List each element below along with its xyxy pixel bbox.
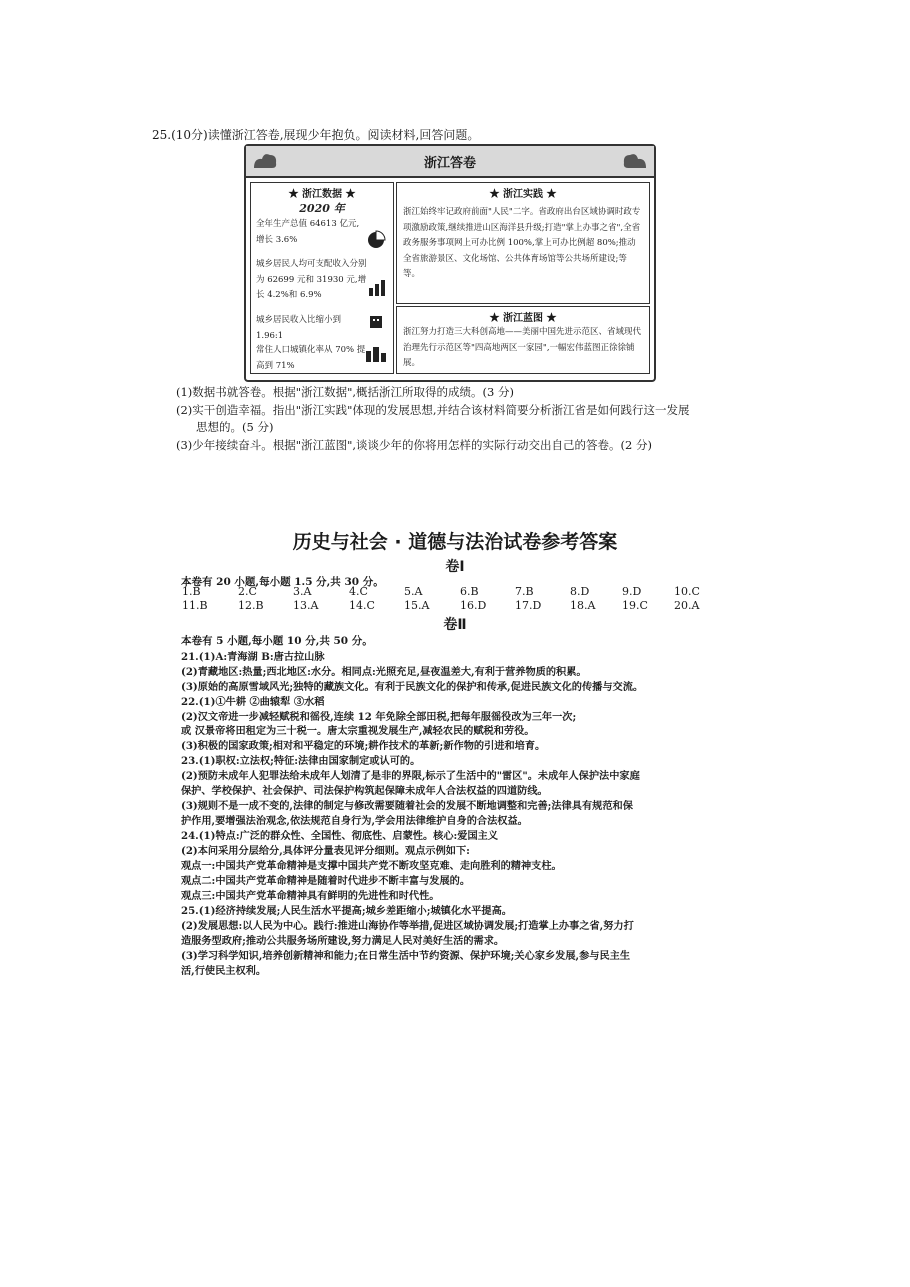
answer-line: (2)本问采用分层给分,具体评分量表见评分细则。观点示例如下:	[181, 845, 470, 857]
mc-answer: 9.D	[622, 585, 642, 598]
subquestion-3: (3)少年接续奋斗。根据"浙江蓝图",谈谈少年的你将用怎样的实际行动交出自己的答卷。(2 分)	[176, 438, 652, 452]
answer-line: (3)积极的国家政策;相对和平稳定的环境;耕作技术的革新;新作物的引进和培育。	[181, 740, 546, 752]
practice-panel-heading: ★ 浙江实践 ★	[489, 189, 557, 200]
mc-answer: 16.D	[460, 599, 487, 612]
mc-answer: 7.B	[515, 585, 534, 598]
data-panel-heading: ★ 浙江数据 ★	[288, 189, 356, 200]
question-25-title: 25.(10分)读懂浙江答卷,展现少年抱负。阅读材料,回答问题。	[152, 128, 480, 142]
section-juan-1: 卷Ⅰ	[445, 559, 465, 575]
mc-answer: 18.A	[570, 599, 596, 612]
answer-key-title: 历史与社会 · 道德与法治试卷参考答案	[292, 531, 618, 553]
answer-line: 观点二:中国共产党革命精神是随着时代进步不断丰富与发展的。	[181, 875, 471, 887]
answer-line: 活,行使民主权利。	[181, 965, 267, 977]
answer-line: (2)预防未成年人犯罪法给未成年人划清了是非的界限,标示了生活中的"雷区"。未成年人保护法中家庭	[181, 770, 640, 782]
mc-answer: 2.C	[238, 585, 257, 598]
juan-2-note: 本卷有 5 小题,每小题 10 分,共 50 分。	[181, 635, 373, 647]
mc-answer: 12.B	[238, 599, 264, 612]
data-panel	[250, 182, 394, 374]
answer-line: 24.(1)特点:广泛的群众性、全国性、彻底性、启蒙性。核心:爱国主义	[181, 830, 499, 842]
mc-answer: 8.D	[570, 585, 590, 598]
mc-answer: 19.C	[622, 599, 648, 612]
blueprint-text: 浙江努力打造三大科创高地——美丽中国先进示范区、省域现代治理先行示范区等"四高地两区一家园",一幅宏伟蓝图正徐徐铺展。	[403, 327, 642, 368]
answer-line: 21.(1)A:青海湖 B:唐古拉山脉	[181, 651, 325, 663]
data-item-income: 城乡居民人均可支配收入分别为 62699 元和 31930 元,增长 4.2%和 6.9%	[256, 259, 367, 300]
mc-answer: 15.A	[404, 599, 430, 612]
mc-answer: 14.C	[349, 599, 375, 612]
juan-1-note: 本卷有 20 小题,每小题 1.5 分,共 30 分。	[181, 576, 384, 588]
card-banner-title: 浙江答卷	[423, 156, 476, 171]
mc-answer: 13.A	[293, 599, 319, 612]
data-year: 2020 年	[299, 202, 345, 215]
answer-line: 护作用,要增强法治观念,依法规范自身行为,学会用法律维护自身的合法权益。	[181, 815, 528, 827]
answer-line: 23.(1)职权:立法权;特征:法律由国家制定或认可的。	[181, 755, 421, 767]
mc-answer: 4.C	[349, 585, 368, 598]
answer-line: 观点三:中国共产党革命精神具有鲜明的先进性和时代性。	[181, 890, 440, 902]
zhejiang-answer-card	[244, 144, 656, 382]
data-item-urbanization: 常住人口城镇化率从 70% 提高到 71%	[256, 345, 366, 371]
answer-line: 保护、学校保护、社会保护、司法保护构筑起保障未成年人合法权益的四道防线。	[181, 785, 548, 797]
subquestion-2: (2)实干创造幸福。指出"浙江实践"体现的发展思想,并结合该材料简要分析浙江省是如何践行这一发展	[176, 403, 690, 417]
mc-answer: 3.A	[293, 585, 312, 598]
section-juan-2: 卷Ⅱ	[443, 617, 467, 633]
bar-chart-icon	[367, 279, 387, 297]
city-icon	[365, 345, 387, 363]
subquestion-2-cont: 思想的。(5 分)	[196, 420, 274, 434]
answer-line: (2)青藏地区:热量;西北地区:水分。相同点:光照充足,昼夜温差大,有利于营养物质的积累。	[181, 666, 587, 678]
subquestion-1: (1)数据书就答卷。根据"浙江数据",概括浙江所取得的成绩。(3 分)	[176, 385, 514, 399]
answer-line: 22.(1)①牛耕 ②曲辕犁 ③水稻	[181, 696, 325, 708]
mc-answer: 20.A	[674, 599, 700, 612]
pie-chart-icon	[365, 229, 387, 249]
mc-answer: 10.C	[674, 585, 700, 598]
answer-line: 或 汉景帝将田租定为三十税一。唐太宗重视发展生产,减轻农民的赋税和劳役。	[181, 725, 535, 737]
mc-answer: 17.D	[515, 599, 542, 612]
mc-answer: 11.B	[182, 599, 208, 612]
answer-line: 观点一:中国共产党革命精神是支撑中国共产党不断攻坚克难、走向胜利的精神支柱。	[181, 860, 562, 872]
building-icon	[367, 311, 385, 329]
data-item-income-ratio: 城乡居民收入比缩小到 1.96:1	[256, 315, 342, 341]
mc-answer: 6.B	[460, 585, 479, 598]
blueprint-panel	[396, 306, 650, 374]
answer-line: 25.(1)经济持续发展;人民生活水平提高;城乡差距缩小;城镇化水平提高。	[181, 905, 512, 917]
answer-line: (2)汉文帝进一步减轻赋税和徭役,连续 12 年免除全部田税,把每年服徭役改为三年一次;	[181, 711, 577, 723]
data-item-gdp: 全年生产总值 64613 亿元,增长 3.6%	[256, 219, 360, 245]
answer-line: (2)发展思想:以人民为中心。践行:推进山海协作等举措,促进区域协调发展;打造掌上办事之省,努力打	[181, 920, 634, 932]
answer-line: 造服务型政府;推动公共服务场所建设,努力满足人民对美好生活的需求。	[181, 935, 505, 947]
mc-answer: 5.A	[404, 585, 423, 598]
blueprint-panel-heading: ★ 浙江蓝图 ★	[489, 313, 557, 324]
card-banner	[246, 146, 654, 178]
mc-answer: 1.B	[182, 585, 201, 598]
answer-line: (3)学习科学知识,培养创新精神和能力;在日常生活中节约资源、保护环境;关心家乡发展,参与民主生	[181, 950, 631, 962]
practice-text: 浙江始终牢记政府前面"人民"二字。省政府出台区域协调时政专项激励政策,继续推进山区海洋县升级;打造"掌上办事之省",全省政务服务事项网上可办比例 100%,掌上可办比例超 80%;推动全省旅游景区、文化场馆、公共体育场馆等公共场所建设;等等。	[403, 207, 641, 279]
answer-line: (3)规则不是一成不变的,法律的制定与修改需要随着社会的发展不断地调整和完善;法律具有规范和保	[181, 800, 633, 812]
answer-line: (3)原始的高原雪域风光;独特的藏族文化。有利于民族文化的保护和传承,促进民族文化的传播与交流。	[181, 681, 644, 693]
practice-panel	[396, 182, 650, 304]
